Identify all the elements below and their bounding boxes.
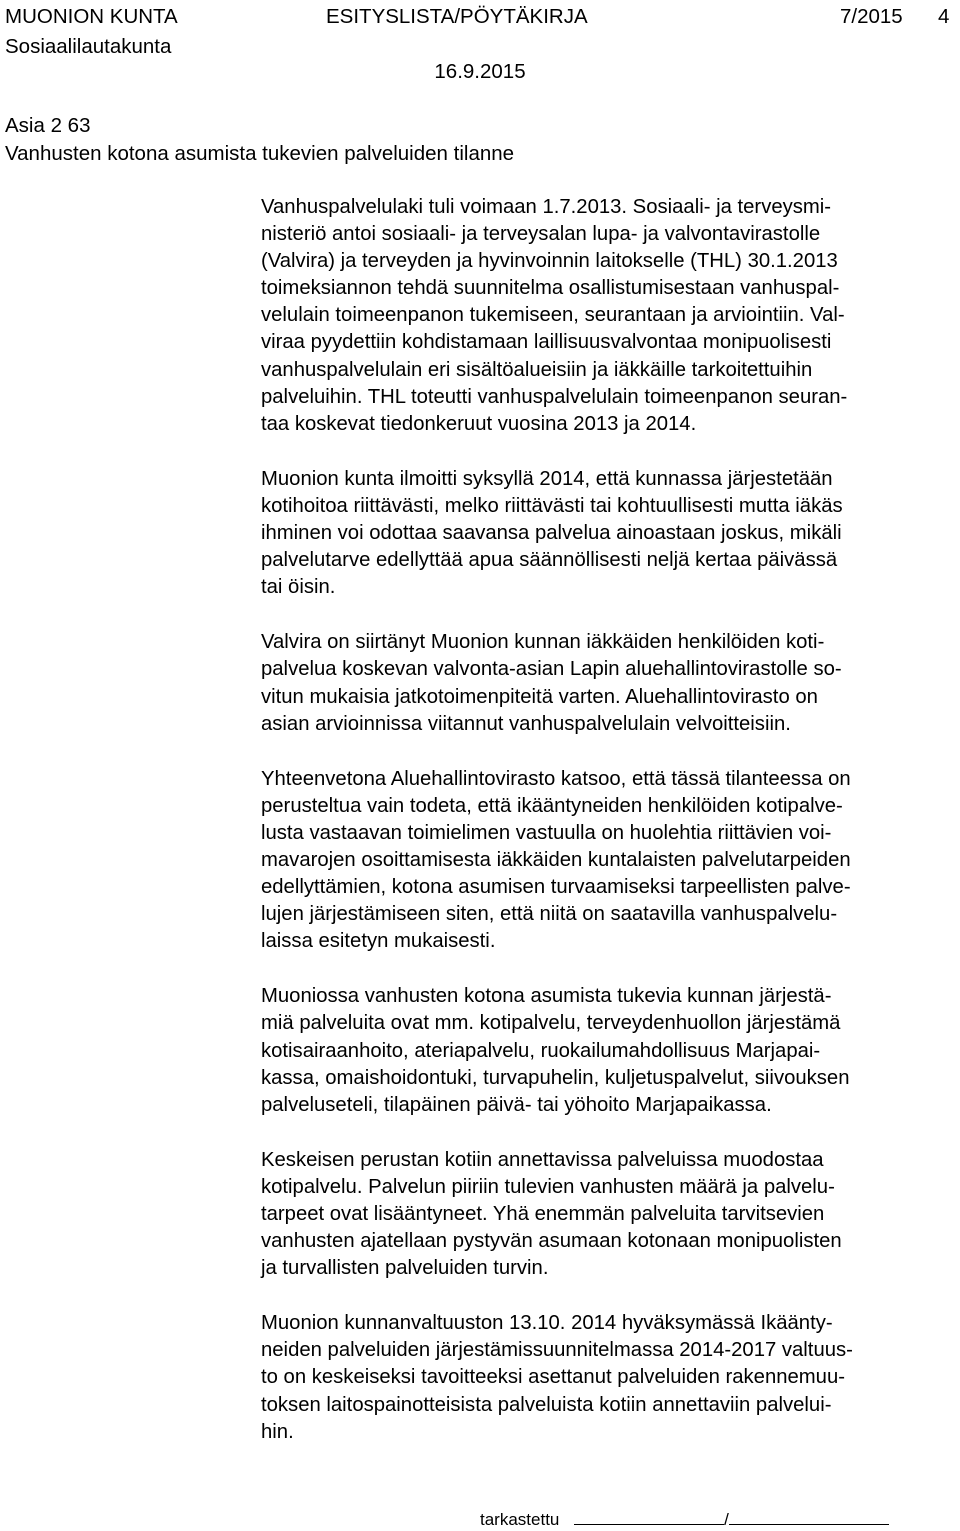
paragraph-line: to on keskeiseksi tavoitteeksi asettanut palveluiden rakennemuu- [261,1366,845,1389]
paragraph-line: kotihoitoa riittävästi, melko riittävästi tai kohtuullisesti mutta iäkäs [261,494,843,517]
paragraph-line: ja turvallisten palveluiden turvin. [261,1257,549,1280]
paragraph-line: edellyttämien, kotona asumisen turvaamiseksi tarpeellisten palve- [261,876,851,899]
paragraph-line: Muonion kunta ilmoitti syksyllä 2014, että kunnassa järjestetään [261,467,833,490]
paragraph-line: hin. [261,1420,294,1443]
initials-blank-2 [729,1510,889,1525]
issue-number: 7/2015 [840,5,903,28]
paragraph-line: laissa esitetyn mukaisesti. [261,930,496,953]
paragraph-line: asian arvioinnissa viitannut vanhuspalvelulain velvoitteisiin. [261,712,791,735]
paragraph-line: kotipalvelu. Palvelun piiriin tulevien vanhusten määrä ja palvelu- [261,1175,835,1198]
paragraph [261,466,951,601]
paragraph-line: neiden palveluiden järjestämissuunnitelmassa 2014-2017 valtuus- [261,1339,853,1362]
paragraph-line: tai öisin. [261,576,336,599]
agenda-item-number: Asia 2 63 [5,114,91,137]
document-type: ESITYSLISTA/PÖYTÄKIRJA [326,5,588,28]
paragraph-line: vanhuspalvelulain eri sisältöalueisiin ja iäkkäille tarkoitettuihin [261,358,813,381]
footer-review-line [480,1510,889,1530]
initials-blank-1 [574,1510,724,1525]
footer-label: tarkastettu [480,1510,560,1529]
paragraph-line: lusta vastaavan toimielimen vastuulla on huolehtia riittävien voi- [261,821,832,844]
paragraph-line: tarpeet ovat lisääntyneet. Yhä enemmän palveluita tarvitsevien [261,1203,825,1225]
paragraph-line: perusteltua vain todeta, että ikääntyneiden henkilöiden kotipalve- [261,794,843,817]
paragraph-line: toimeksiannon tehdä suunnitelma osallistumisestaan vanhuspal- [261,277,840,300]
paragraph-line: lujen järjestämiseen siten, että niitä on saatavilla vanhuspalvelu- [261,903,838,926]
paragraph [261,766,951,956]
paragraph-line: mavarojen osoittamisesta iäkkäiden kuntalaisten palvelutarpeiden [261,848,851,871]
paragraph [261,194,951,438]
paragraph [261,629,951,737]
paragraph-line: palvelua koskevan valvonta-asian Lapin aluehallintovirastolle so- [261,658,842,681]
paragraph-line: Muoniossa vanhusten kotona asumista tukevia kunnan järjestä- [261,985,832,1008]
page-number: 4 [938,5,950,28]
footer-separator: / [724,1510,729,1529]
paragraph-line: Valvira on siirtänyt Muonion kunnan iäkkäiden henkilöiden koti- [261,631,825,654]
paragraph [261,1147,951,1282]
agenda-item-title: Vanhusten kotona asumista tukevien palveluiden tilanne [5,142,515,165]
paragraph-line: Keskeisen perustan kotiin annettavissa palveluissa muodostaa [261,1148,824,1171]
paragraph-line: viraa pyydettiin kohdistamaan laillisuusvalvontaa monipuolisesti [261,331,832,354]
paragraph-line: palveluihin. THL toteutti vanhuspalvelulain toimeenpanon seuran- [261,385,848,408]
paragraph-line: toksen laitospainotteisista palveluista kotiin annettaviin palvelui- [261,1393,832,1416]
paragraph-line: vanhusten ajatellaan pystyvän asumaan kotonaan monipuolisten [261,1230,842,1253]
paragraph-line: (Valvira) ja terveyden ja hyvinvoinnin laitokselle (THL) 30.1.2013 [261,250,838,273]
paragraph-line: kotisairaanhoito, ateriapalvelu, ruokailumahdollisuus Marjapai- [261,1039,821,1062]
paragraph-line: Yhteenvetona Aluehallintovirasto katsoo, että tässä tilanteessa on [261,767,851,790]
paragraph-line: vitun mukaisia jatkotoimenpiteitä varten. Aluehallintovirasto on [261,685,818,708]
paragraph-line: ihminen voi odottaa saavansa palvelua ainoastaan joskus, mikäli [261,522,842,545]
paragraph [261,1310,951,1445]
paragraph [261,983,951,1118]
committee-name: Sosiaalilautakunta [5,35,172,58]
paragraph-line: palvelutarve edellyttää apua säännöllisesti neljä kertaa päivässä [261,549,838,572]
organization-name: MUONION KUNTA [5,5,178,28]
body-text [261,194,951,1474]
paragraph-line: palveluseteli, tilapäinen päivä- tai yöhoito Marjapaikassa. [261,1093,772,1116]
paragraph-line: taa koskevat tiedonkeruut vuosina 2013 ja 2014. [261,412,697,435]
meeting-date: 16.9.2015 [434,60,526,83]
paragraph-line: Muonion kunnanvaltuuston 13.10. 2014 hyväksymässä Ikäänty- [261,1312,833,1335]
paragraph-line: Vanhuspalvelulaki tuli voimaan 1.7.2013. Sosiaali- ja terveysmi- [261,196,832,218]
paragraph-line: kassa, omaishoidontuki, turvapuhelin, kuljetuspalvelut, siivouksen [261,1066,850,1089]
paragraph-line: velulain toimeenpanon tukemiseen, seurantaan ja arviointiin. Val- [261,304,845,327]
agenda-item-heading [5,112,514,168]
paragraph-line: miä palveluita ovat mm. kotipalvelu, terveydenhuollon järjestämä [261,1012,841,1035]
paragraph-line: nisteriö antoi sosiaali- ja terveysalan lupa- ja valvontavirastolle [261,223,821,246]
